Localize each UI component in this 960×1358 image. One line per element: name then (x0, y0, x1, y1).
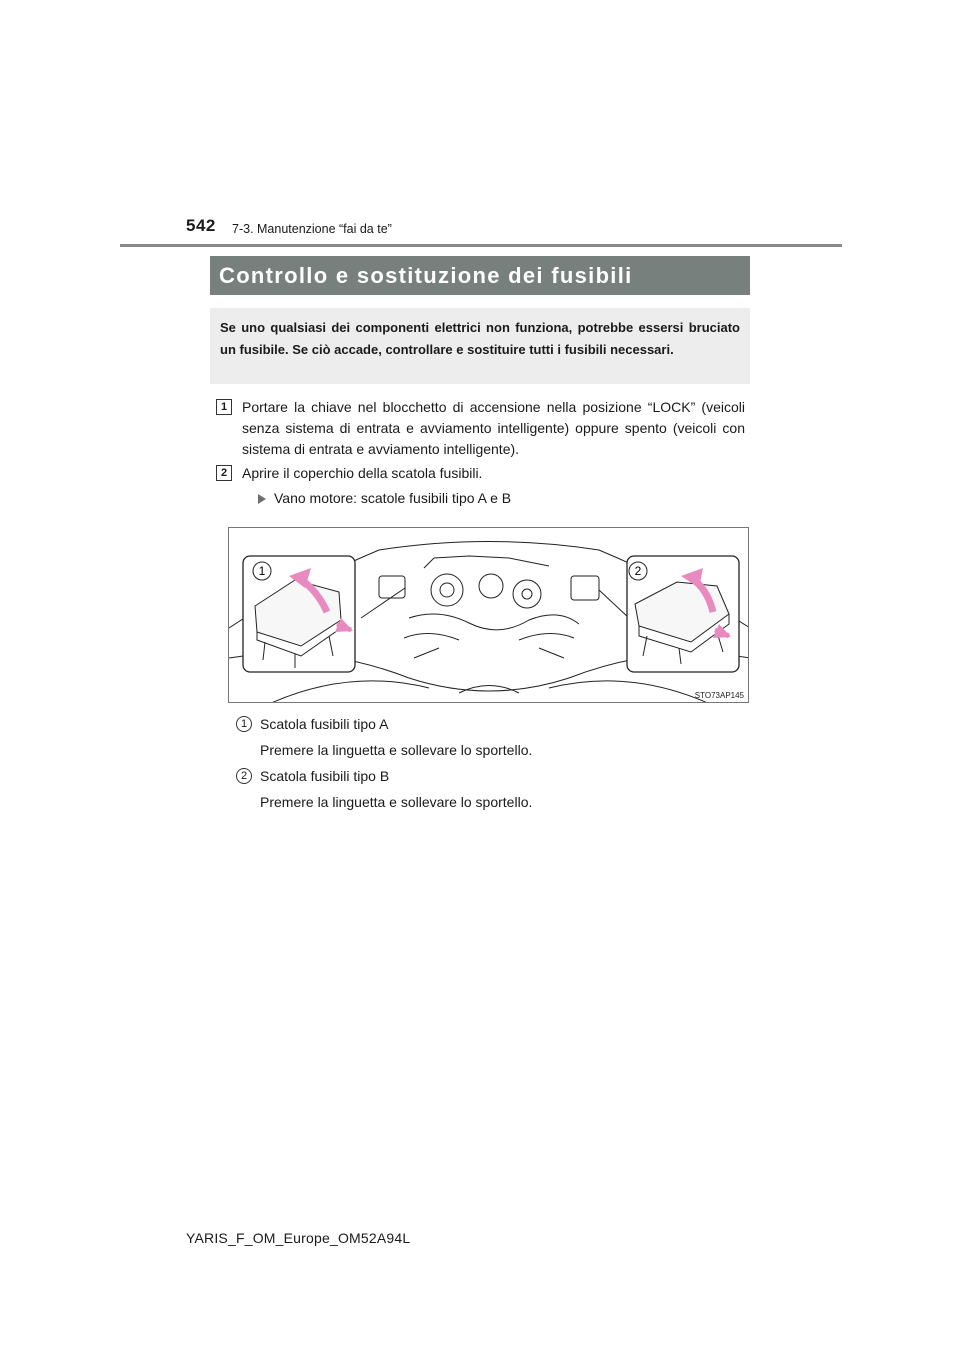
figure-callout-1: 1 (258, 564, 266, 578)
intro-text: Se uno qualsiasi dei componenti elettrici non funziona, potrebbe essersi bruciato un fusibile. Se ciò accade, controllare e sostituire tutti i fusibili necessari. (220, 320, 740, 357)
bullet-text: Vano motore: scatole fusibili tipo A e B (274, 490, 512, 506)
step-text-2: Aprire il coperchio della scatola fusibili. (242, 465, 483, 481)
callout-description-2: Premere la linguetta e sollevare lo sportello. (260, 794, 533, 810)
engine-bay-illustration (229, 528, 749, 703)
header-divider (120, 244, 842, 247)
step-number-1: 1 (216, 399, 232, 415)
triangle-bullet-icon (258, 494, 266, 504)
figure-code: STO73AP145 (694, 691, 744, 700)
page-number: 542 (186, 216, 216, 235)
intro-box (210, 308, 750, 384)
callout-description-1: Premere la linguetta e sollevare lo sportello. (260, 742, 533, 758)
figure-callout-2: 2 (634, 564, 642, 578)
callout-number-1: 1 (236, 716, 252, 732)
engine-bay-figure (228, 527, 749, 703)
callout-number-2: 2 (236, 768, 252, 784)
callout-title-1: Scatola fusibili tipo A (260, 716, 389, 732)
step-number-2: 2 (216, 465, 232, 481)
footer-code: YARIS_F_OM_Europe_OM52A94L (186, 1230, 411, 1246)
callout-title-2: Scatola fusibili tipo B (260, 768, 390, 784)
section-title: Controllo e sostituzione dei fusibili (210, 256, 750, 295)
bullet-item (258, 490, 511, 506)
section-reference: 7-3. Manutenzione “fai da te” (232, 222, 392, 236)
step-text-1: Portare la chiave nel blocchetto di accensione nella posizione “LOCK” (veicoli senza sistema di entrata e avviamento intelligente) oppure spento (veicoli con sistema di entrata e avviamento intelligente). (242, 399, 745, 457)
